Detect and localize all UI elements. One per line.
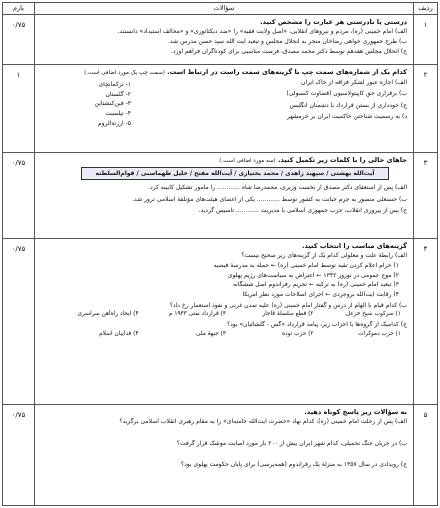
sub-question: الف) رابطهٔ علت و معلولی کدام یک از گزینه‌های زیر صحیح نیست؟ [241,252,407,260]
matching-block [41,79,407,130]
question-score: ۱ [3,65,35,152]
short-answer-question: الف) پس از رحلت امام خمینی (ره)، کدام نهاد «حضرت آیت‌الله خامنه‌ای» را به مقام رهبری انقلاب اسلامی برگزید؟ [119,418,407,426]
question-row-1 [3,15,437,65]
question-number: ۵ [413,405,437,505]
question-number: ۳ [413,153,437,238]
matching-option: ۲- گلستان [105,90,131,98]
question-number: ۴ [413,239,437,404]
question-number: ۱ [413,15,437,64]
question-score: ۰/۷۵ [3,153,35,238]
question-score: ۰/۷۵ [3,405,35,505]
short-answer-question: ج) رویدادی در سال ۱۳۵۷ به منزلهٔ یک رفراندوم (همه‌پرسی) برای پایان حکومت پهلوی بود؟ [180,461,407,469]
answer-option: ۲) قطع سلسلهٔ قاجار [262,311,314,318]
question-title: درستی یا نادرستی هر عبارت را مشخص کنید. [260,18,407,26]
header-questions: سؤالات [213,4,235,12]
answer-option: ۲) موج عمومی در نوروز ۱۳۴۲ ← اعتراض به سیاست‌های رژیم پهلوی [227,271,399,279]
answer-option: ۲) حزب توده [281,330,314,337]
short-answer-question: ب) در جریان جنگ تحمیلی، کدام شهر ایران بیش از ۲۰۰ بار مورد اصابت موشک قرار گرفت؟ [176,439,407,447]
matching-option: ۱- ترکمانچای [98,80,131,88]
question-title-text: جاهای خالی را با کلمات زیر تکمیل کنید. [277,156,407,164]
answer-option: ۱) حرام اعلام کردن تقیه توسط امام خمینی (ره) ← حمله به مدرسهٔ فیضیه [213,261,399,269]
question-row-5 [3,405,437,505]
matching-items [137,79,407,130]
sub-question: ج) کدامیک از گروه‌ها یا احزاب زیر، پیامد قرارداد «گس - گلشائیان» بود؟ [226,321,407,329]
question-title [41,156,407,165]
word-bank: آیت‌الله بهشتی / سپهبد زاهدی / محمد بختیاری / آیت‌الله مفتح / خلیل طهماسبی / قوام‌السلطنه [81,167,389,181]
question-row-2 [3,65,437,153]
question-title: گزینه‌های مناسب را انتخاب کنید. [302,242,407,250]
answer-option: ۴) فداییان اسلام [99,330,139,337]
sub-question: ب) کدام قیام با الهام از درس و گفتار امام خمینی (ره) علیه تمدن غربی و نفوذ استعمار رخ داد؟ [169,301,407,309]
question-title-text: کدام یک از شماره‌های سمت چپ با گزینه‌های سمت راست در ارتباط است. [167,68,407,76]
answer-options [51,311,401,318]
matching-option: ۳- فین‌کنشتاین [94,100,131,108]
question-number: ۲ [413,65,437,152]
header-number: ردیف [413,3,437,14]
table-header [3,3,437,15]
statement: ج) انحلال مجلس هفدهم توسط دکتر محمد مصدق، فرصت مناسبی برای کودتاگران فراهم آورد. [170,47,407,55]
question-title [41,68,407,77]
fill-blank: ج) پس از پیروزی انقلاب، حزب جمهوری اسلامی با مدیریت ............ تأسیس گردید. [198,207,407,215]
question-body [35,405,413,505]
matching-item: ب) برقراری حق کاپیتولاسیون (قضاوت کنسولی) [286,90,407,98]
question-row-4 [3,239,437,405]
question-note: (سه مورد اضافی است.) [219,158,276,164]
question-body [35,153,413,238]
answer-option: ۳) قرارداد نفتی ۱۹۳۳ م [168,311,226,318]
question-body [35,15,413,64]
question-body [35,239,413,404]
matching-item: د) به رسمیت شناختن حاکمیت ایران بر خرمشهر [286,113,407,121]
matching-options [41,79,131,130]
fill-blank: الف) پس از استعفای دکتر مصدق از نخست وزیری، محمدرضا شاه ............ را مأمور تشکیل کابینه کرد. [148,184,407,192]
statement: ب) طرح جمهوری خواهی رضاخان منجر به انحلال مجلس و تبعید آیت الله سید حسن مدرس شد. [168,38,407,46]
question-body [35,65,413,152]
question-score: ۰/۷۵ [3,15,35,64]
answer-option: ۳) تبعید امام خمینی (ره) به ترکیه ← تحریم رفراندوم اصل ششگانه [232,281,399,289]
matching-item: ج) خودداری از بستن قرارداد با دشمنان انگلیس [289,101,407,109]
answer-option: ۴) ایجاد راه‌آهن سراسری [77,311,139,318]
answer-option: ۳) جبههٔ ملی [195,330,226,337]
matching-option: ۵- ارزنة‌الروم [97,120,131,128]
question-title: به سؤالات زیر پاسخ کوتاه دهید. [304,408,407,416]
matching-option: ۴- تیلسیت [105,110,131,118]
answer-option: ۴) رقابت آیت‌الله بروجردی ← اجرای اصلاحات مورد نظر آمریکا [242,291,399,299]
answer-options [51,331,401,338]
question-row-3 [3,153,437,239]
question-note: (سمت چپ یک مورد اضافی است.) [84,70,165,76]
answer-option: ۱) حزب دموکرات [357,330,401,337]
exam-sheet [2,2,438,506]
answer-option: ۱) سرکوب شیخ خزعل [345,311,401,318]
question-score: ۰/۷۵ [3,239,35,404]
matching-item: الف) اجازه عبور لشکر قزاقه از خاک ایران [301,78,407,86]
statement: الف) امام خمینی (ره)، مردم و نیروهای انقلابی، «اصل ولایت فقیه» را «ضد دیکتاتوری» و «مخالف استبداد» دانستند. [117,28,407,36]
header-score: بارم [3,3,35,14]
fill-blank: ب) حسنعلی منصور به جرم خیانت به کشور توسط ............ یکی از اعضای هیئت‌های مؤتلفهٔ اسلامی ترور شد. [132,195,407,203]
